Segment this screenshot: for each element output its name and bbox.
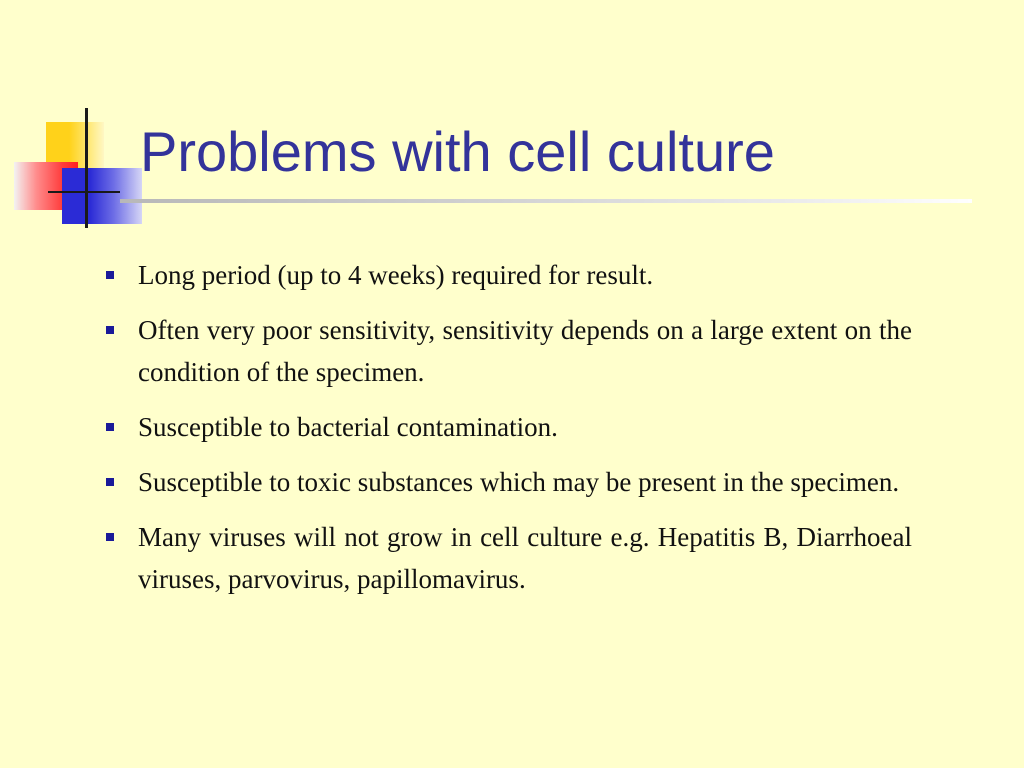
slide-title: Problems with cell culture	[140, 120, 775, 183]
square-bullet-icon	[106, 326, 114, 334]
bullet-text: Susceptible to bacterial contamination.	[138, 412, 558, 442]
colored-squares-logo-icon	[0, 0, 160, 240]
logo-vertical-line	[85, 108, 88, 228]
bullet-item	[104, 516, 912, 600]
title-underline	[120, 199, 972, 203]
bullet-item	[104, 309, 912, 393]
blue-square	[62, 168, 142, 224]
bullet-text: Susceptible to toxic substances which may be present in the specimen.	[138, 467, 900, 497]
bullet-text: Often very poor sensitivity, sensitivity depends on a large extent on the condition of the specimen.	[138, 315, 912, 387]
bullet-text: Long period (up to 4 weeks) required for result.	[138, 260, 654, 290]
bullet-text: Many viruses will not grow in cell culture e.g. Hepatitis B, Diarrhoeal viruses, parvovirus, papillomavirus.	[138, 522, 912, 594]
square-bullet-icon	[106, 533, 114, 541]
square-bullet-icon	[106, 271, 114, 279]
logo-horizontal-line	[48, 191, 120, 193]
bullet-item	[104, 461, 912, 503]
bullet-item	[104, 254, 912, 296]
bullet-item	[104, 406, 912, 448]
square-bullet-icon	[106, 478, 114, 486]
square-bullet-icon	[106, 423, 114, 431]
bullet-list	[104, 254, 912, 613]
